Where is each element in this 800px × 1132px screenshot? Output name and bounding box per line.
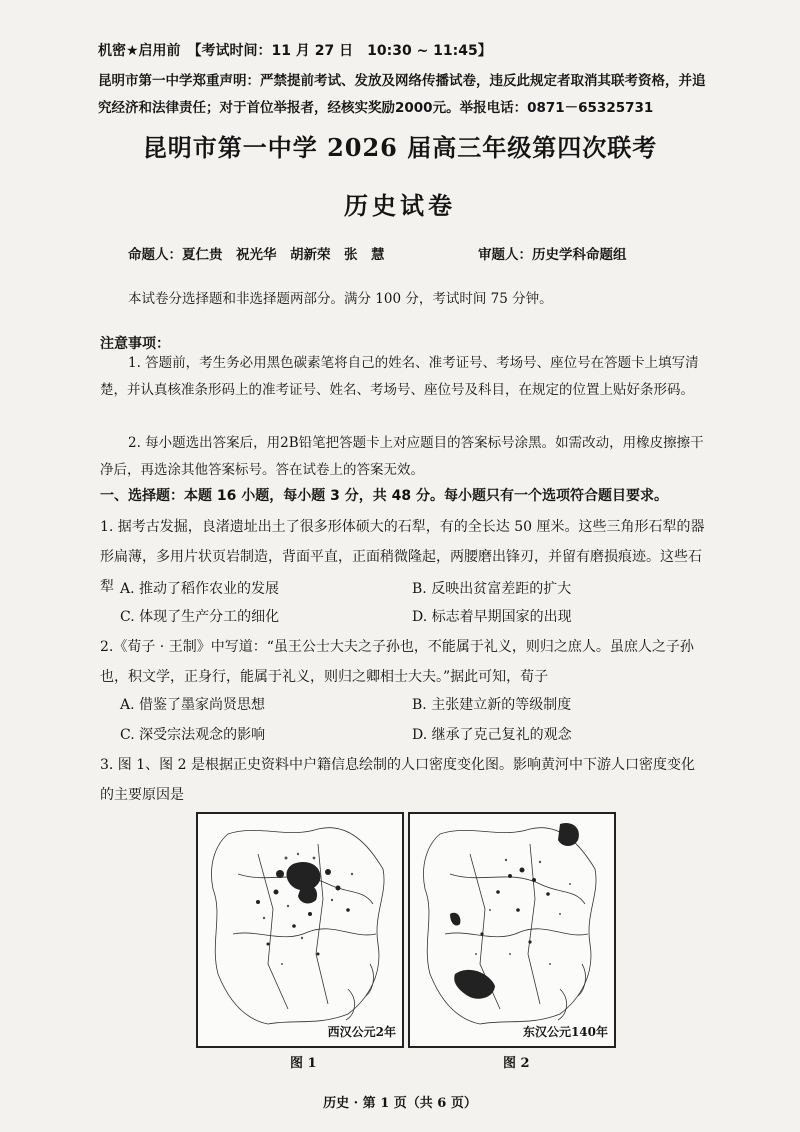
q1-option-d: D. 标志着早期国家的出现 — [412, 609, 572, 625]
q2-option-a: A. 借鉴了墨家尚贤思想 — [120, 697, 266, 713]
note-item-1: 1. 答题前，考生务必用黑色碳素笔将自己的姓名、准考证号、考场号、座位号在答题卡上填写清楚，并认真核准条形码上的准考证号、姓名、考场号、座位号及科目，在规定的位置上贴好条形码。 — [100, 355, 699, 398]
question-3-stem: 3. 图 1、图 2 是根据正史资料中户籍信息绘制的人口密度变化图。影响黄河中下游人口密度变化的主要原因是 — [100, 757, 695, 803]
exam-notice: 昆明市第一中学郑重声明：严禁提前考试、发放及网络传播试卷，违反此规定者取消其联考资格，并追究经济和法律责任；对于首位举报者，经核实奖励2000元。举报电话：0871－65325731 — [98, 73, 706, 116]
authors: 命题人：夏仁贵 祝光华 胡新荣 张 慧 — [128, 247, 385, 263]
population-map-1 — [196, 812, 404, 1048]
map-2-graphic — [410, 814, 614, 1046]
figure-2-caption: 图 2 — [503, 1056, 530, 1071]
population-map-2 — [408, 812, 616, 1048]
question-1-stem: 1. 据考古发掘，良渚遗址出土了很多形体硕大的石犁，有的全长达 50 厘米。这些三角形石犁的器形扁薄，多用片状页岩制造，背面平直，正面稍微隆起，两腰磨出锋刃，并留有磨损痕迹。这些石犁 — [100, 519, 705, 595]
exam-subtitle: 历史试卷 — [344, 191, 456, 220]
question-2-stem: 2.《荀子 · 王制》中写道：“虽王公士大夫之子孙也，不能属于礼义，则归之庶人。虽庶人之子孙也，积文学，正身行，能属于礼义，则归之卿相士大夫。”据此可知，荀子 — [100, 639, 694, 685]
map-1-label: 西汉公元2年 — [327, 1025, 396, 1039]
note-item-2: 2. 每小题选出答案后，用2B铅笔把答题卡上对应题目的答案标号涂黑。如需改动，用橡皮擦擦干净后，再选涂其他答案标号。答在试卷上的答案无效。 — [100, 435, 704, 478]
reviewer: 审题人：历史学科命题组 — [478, 247, 627, 263]
page-footer: 历史 · 第 1 页（共 6 页） — [323, 1096, 477, 1111]
figure-1-caption: 图 1 — [290, 1056, 317, 1071]
q1-option-b: B. 反映出贫富差距的扩大 — [412, 581, 572, 597]
q2-option-d: D. 继承了克己复礼的观念 — [412, 727, 572, 743]
exam-header: 机密★启用前 【考试时间：11 月 27 日 10:30 ~ 11:45】 — [98, 43, 492, 59]
notes-heading: 注意事项： — [100, 336, 170, 352]
q2-option-c: C. 深受宗法观念的影响 — [120, 727, 266, 743]
map-2-label: 东汉公元140年 — [522, 1025, 608, 1039]
section-heading: 一、选择题：本题 16 小题，每小题 3 分，共 48 分。每小题只有一个选项符合题目要求。 — [100, 488, 668, 504]
q1-option-a: A. 推动了稻作农业的发展 — [120, 581, 280, 597]
exam-title: 昆明市第一中学 2026 届高三年级第四次联考 — [142, 133, 658, 162]
intro-text: 本试卷分选择题和非选择题两部分。满分 100 分，考试时间 75 分钟。 — [128, 291, 553, 307]
map-1-graphic — [198, 814, 402, 1046]
q2-option-b: B. 主张建立新的等级制度 — [412, 697, 572, 713]
q1-option-c: C. 体现了生产分工的细化 — [120, 609, 280, 625]
